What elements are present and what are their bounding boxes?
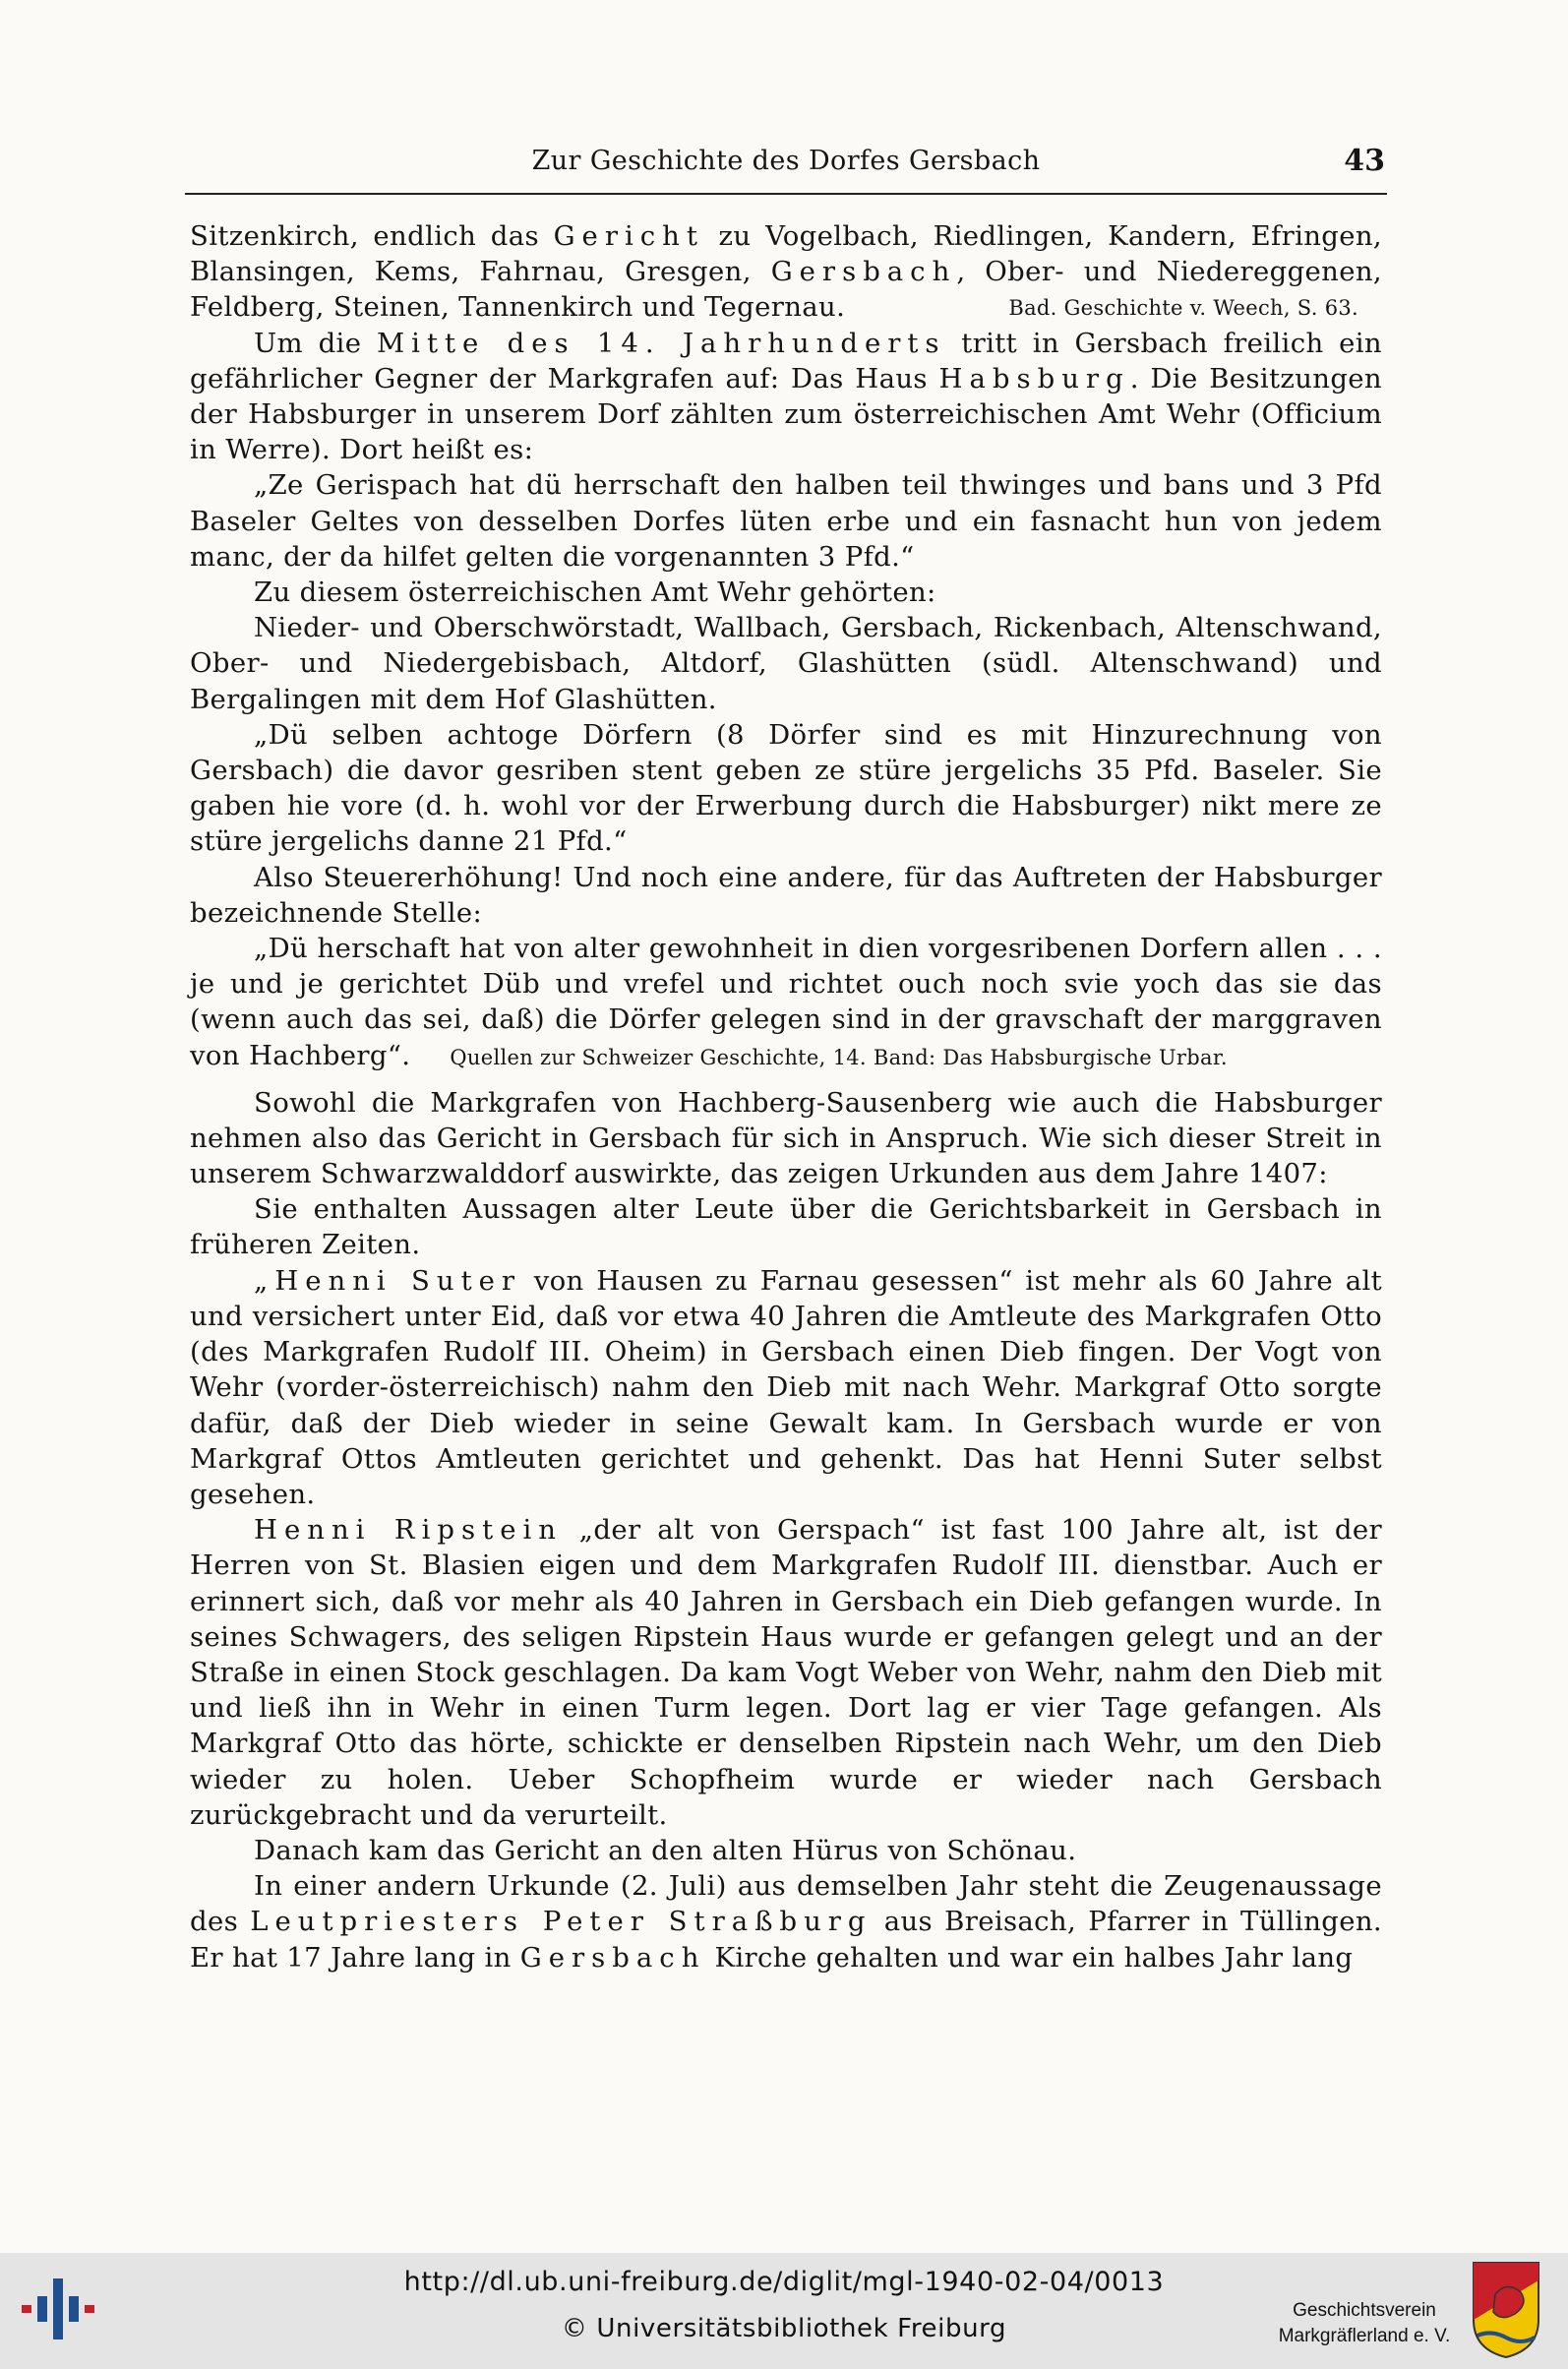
society-name: Geschichtsverein Markgräflerland e. V. [1278, 2300, 1451, 2346]
paragraph-court-list: Sitzenkirch, endlich das Gericht zu Vogelbach, Riedlingen, Kandern, Efringen, Blansingen, Kems, Fahrnau, Gresgen, Gersbach, Ober- und Niedereggenen, Feldberg, Steinen, Tannenkirch und Tegernau. [190, 220, 1383, 324]
section-gap [190, 1075, 1382, 1085]
quote-gerispach: „Ze Gerispach hat dü herrschaft den halben teil thwinges und bans und 3 Pfd Baseler Geltes von desselben Dorfes lüten erbe und ein fasnacht hun von jedem manc, der da hilfet gelten die vorgenannten 3 Pfd.“ [190, 469, 1382, 573]
paragraph-amt-wehr: Zu diesem österreichischen Amt Wehr gehörten: [254, 577, 936, 609]
paragraph-steuererhoehung: Also Steuererhöhung! Und noch eine andere, für das Auftreten der Habsburger bezeichnende Stelle: [190, 861, 1382, 929]
paragraph-henni-suter: „Henni Suter von Hausen zu Farnau gesessen“ ist mehr als 60 Jahre alt und versichert unter Eid, daß vor etwa 40 Jahren die Amtleute des Markgrafen Otto (des Markgrafen Rudolf III. Oheim) in Gersbach einen Dieb fingen. Der Vogt von Wehr (vorder-österreichisch) nahm den Dieb mit nach Wehr. Markgraf Otto sorgte dafür, daß der Dieb wieder in seine Gewalt kam. In Gersbach wurde er von Markgraf Ottos Amtleuten gerichtet und gehenkt. Das hat Henni Suter selbst gesehen. [190, 1264, 1382, 1510]
source-citation: Bad. Geschichte v. Weech, S. 63. [1008, 295, 1358, 320]
coat-of-arms-icon [1472, 2261, 1540, 2359]
permalink-url[interactable]: http://dl.ub.uni-freiburg.de/diglit/mgl-1940-02-04/0013 [403, 2267, 1165, 2297]
paragraph-huerus: Danach kam das Gericht an den alten Hürus von Schönau. [254, 1834, 1077, 1866]
paragraph-leutpriester: In einer andern Urkunde (2. Juli) aus demselben Jahr steht die Zeugenaussage des Leutpriesters Peter Straßburg aus Breisach, Pfarrer in Tüllingen. Er hat 17 Jahre lang in Gersbach Kirche gehalten und war ein halbes Jahr lang [190, 1870, 1382, 1974]
viewer-footer [0, 2253, 1568, 2369]
paragraph-habsburg: Um die Mitte des 14. Jahrhunderts tritt in Gersbach freilich ein gefährlicher Gegner der Markgrafen auf: Das Haus Habsburg. Die Besitzungen der Habsburger in unserem Dorf zählten zum österreichischen Amt Wehr (Officium in Werre). Dort heißt es: [190, 327, 1382, 466]
quote-achtoge-doerfer: „Dü selben achtoge Dörfern (8 Dörfer sind es mit Hinzurechnung von Gersbach) die davor gesriben stent geben ze stüre jergelichs 35 Pfd. Baseler. Sie gaben hie vore (d. h. wohl vor der Erwerbung durch die Habsburger) nikt mere ze stüre jergelichs danne 21 Pfd.“ [190, 718, 1382, 858]
paragraph-streit: Sowohl die Markgrafen von Hachberg-Sausenberg wie auch die Habsburger nehmen also das Gericht in Gersbach für sich in Anspruch. Wie sich dieser Streit in unserem Schwarzwalddorf auswirkte, das zeigen Urkunden aus dem Jahre 1407: [190, 1086, 1382, 1190]
article-body [190, 218, 1382, 1975]
page-number: 43 [1344, 144, 1385, 178]
paragraph-village-list: Nieder- und Oberschwörstadt, Wallbach, Gersbach, Rickenbach, Altenschwand, Ober- und Niedergebisbach, Altdorf, Glashütten (südl. Altenschwand) und Bergalingen mit dem Hof Glashütten. [190, 612, 1382, 715]
quote-herschaft: „Dü herschaft hat von alter gewohnheit in dien vorgesribenen Dorfern allen . . . je und je gerichtet Düb und vrefel und richtet ouch noch svie yoch das sie das (wenn auch das sei, daß) die Dörfer gelegen sind in der gravschaft der marggraven von Hachberg“. Quellen zur Schweizer Geschichte, 14. Band: Das Habsburgische Urbar. [190, 933, 1382, 1071]
copyright-notice: © Universitätsbibliothek Freiburg [561, 2314, 1007, 2343]
paragraph-henni-ripstein: Henni Ripstein „der alt von Gerspach“ ist fast 100 Jahre alt, ist der Herren von St. Blasien eigen und dem Markgrafen Rudolf III. dienstbar. Auch er erinnert sich, daß vor mehr als 40 Jahren in Gersbach ein Dieb gefangen wurde. In seines Schwagers, des seligen Ripstein Haus wurde er gefangen gelegt und an der Straße in einen Stock geschlagen. Da kam Vogt Weber von Wehr, nahm den Dieb mit und ließ ihn in Wehr in einen Turm legen. Dort lag er vier Tage gefangen. Als Markgraf Otto das hörte, schickte er denselben Ripstein nach Wehr, um den Dieb wieder zu holen. Ueber Schopfheim wurde er wieder nach Gersbach zurückgebracht und da verurteilt. [190, 1514, 1382, 1831]
running-title: Zur Geschichte des Dorfes Gersbach [531, 146, 1041, 176]
paragraph-aussagen: Sie enthalten Aussagen alter Leute über die Gerichtsbarkeit in Gersbach in früheren Zeiten. [190, 1193, 1382, 1261]
source-citation-urbar: Quellen zur Schweizer Geschichte, 14. Band: Das Habsburgische Urbar. [450, 1045, 1228, 1069]
page-header [185, 144, 1387, 195]
